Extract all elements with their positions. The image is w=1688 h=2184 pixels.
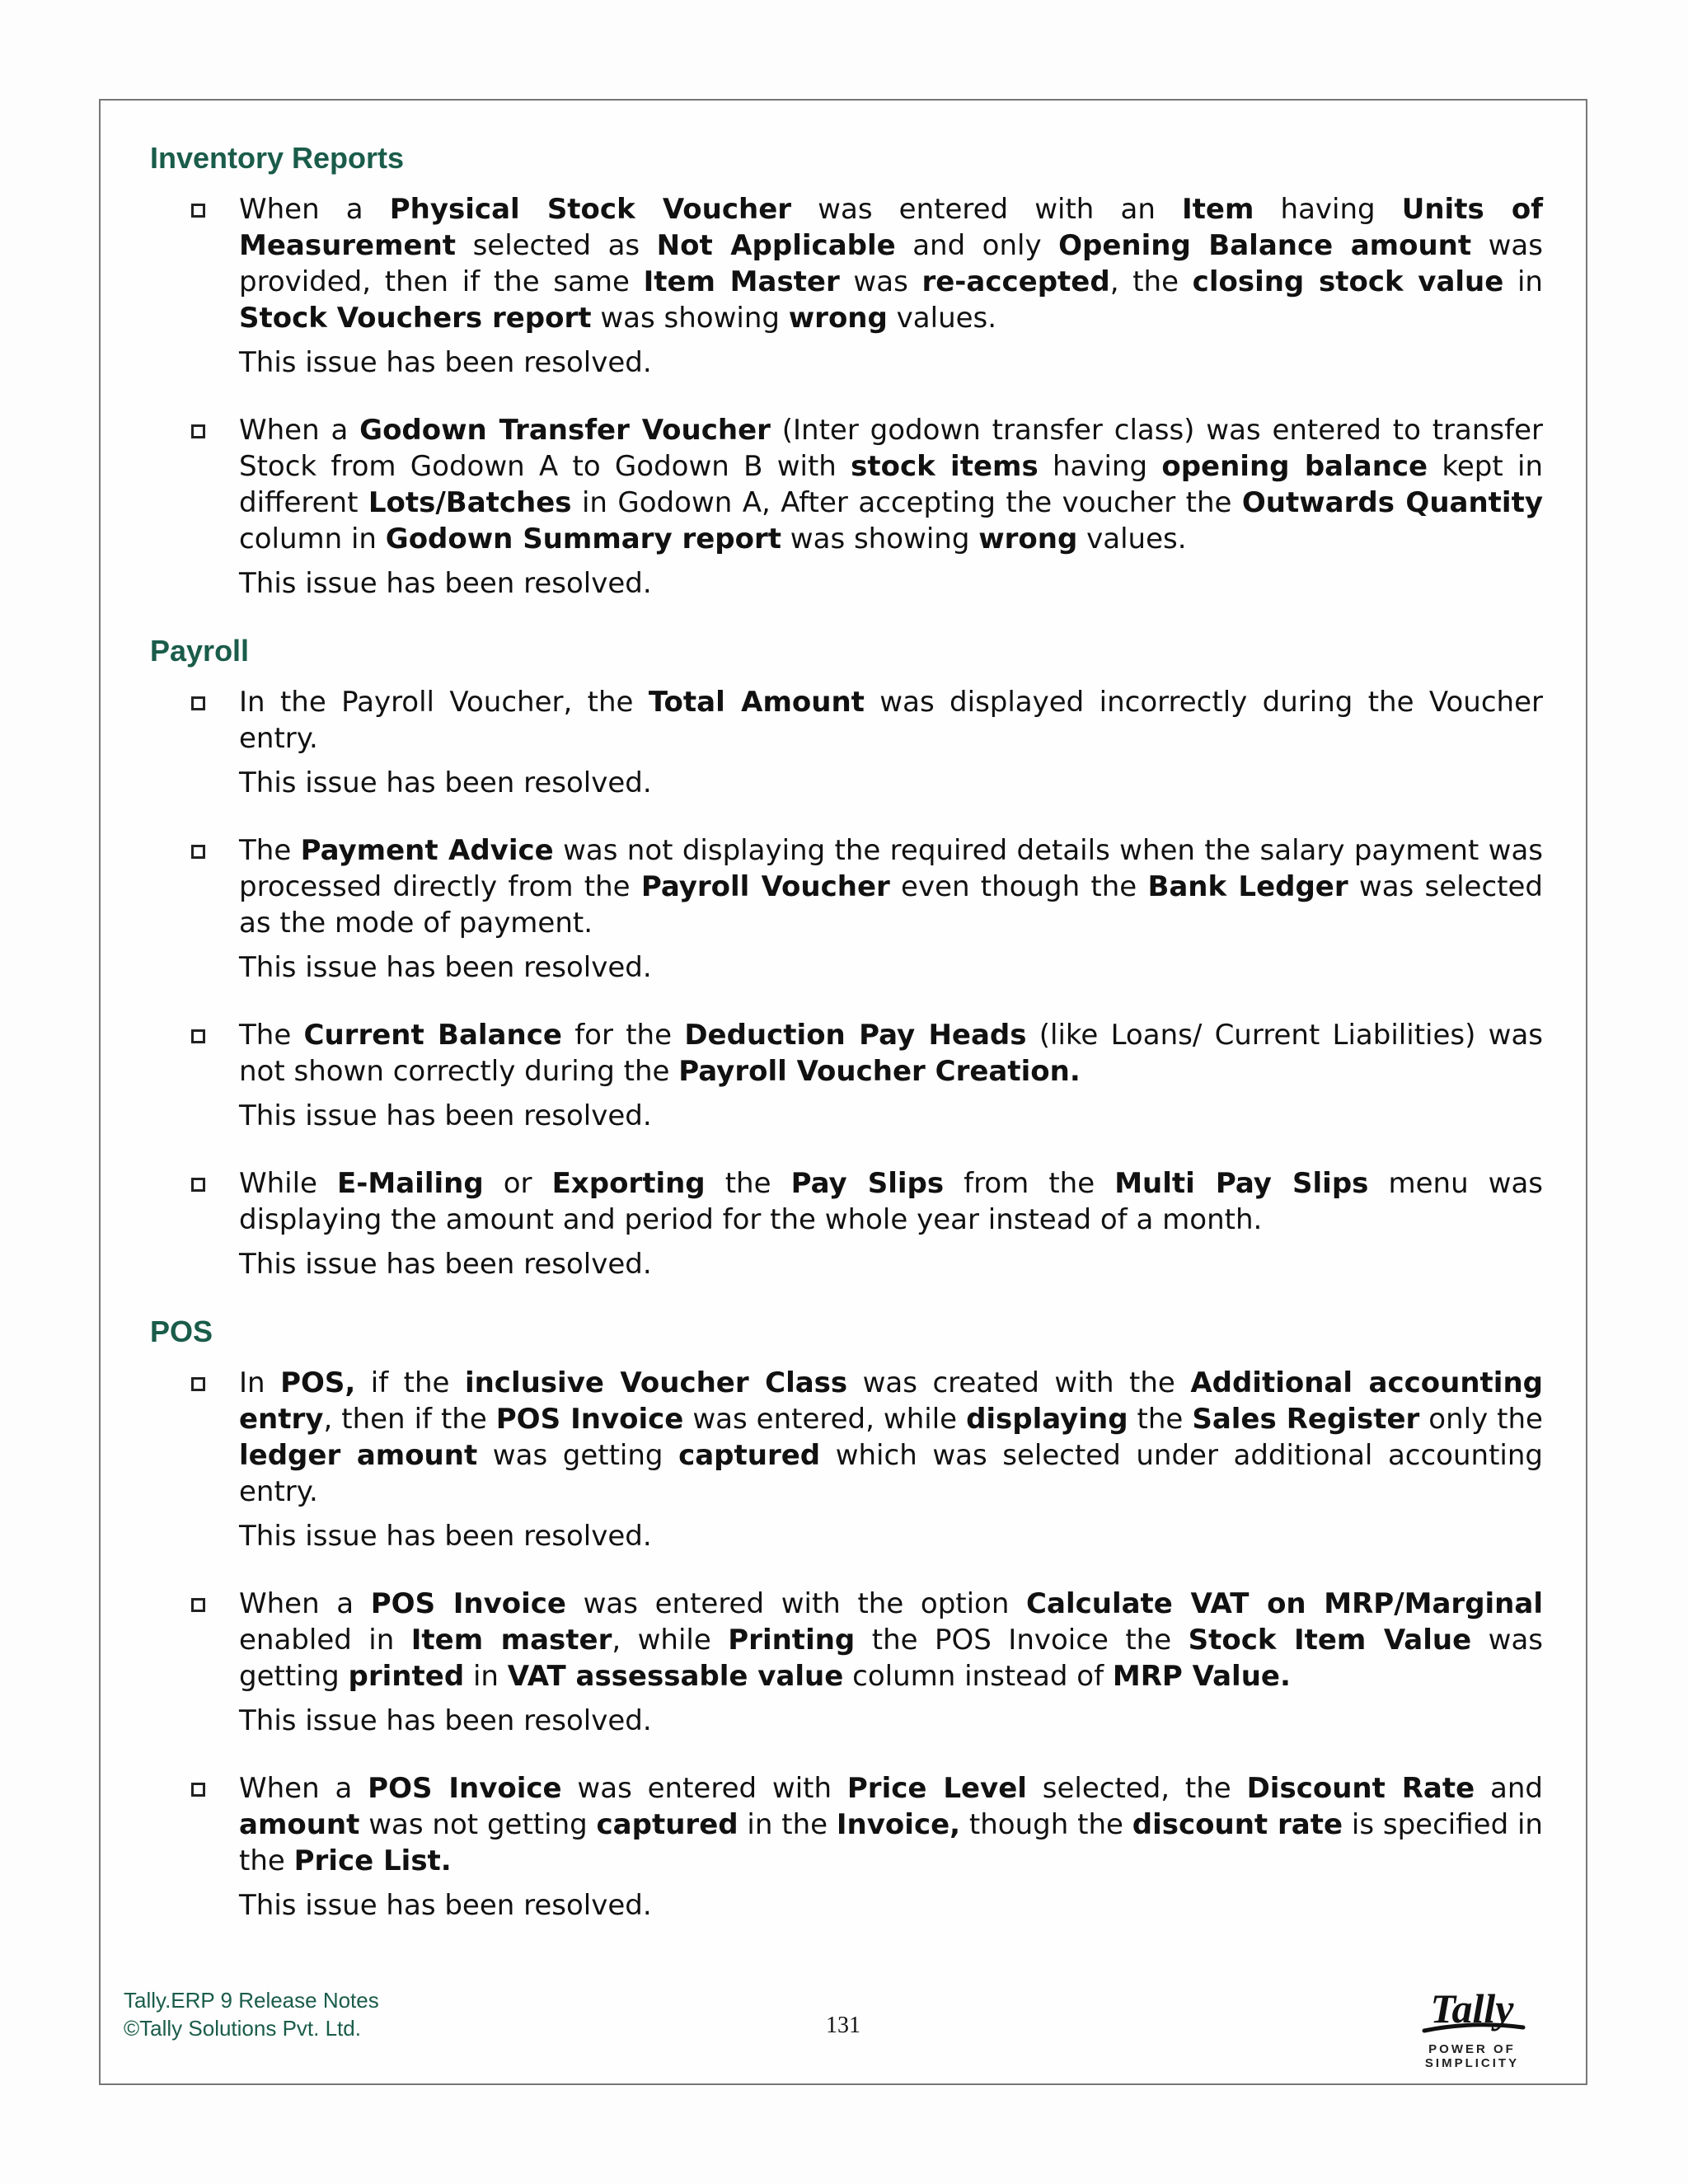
text-run: When a <box>239 414 360 447</box>
text-run: in the <box>738 1808 837 1841</box>
bold-term: Sales Register <box>1192 1403 1420 1436</box>
bold-term: POS Invoice <box>368 1772 562 1805</box>
bold-term: stock items <box>851 450 1039 483</box>
text-run: the <box>705 1167 791 1200</box>
resolution-note: This issue has been resolved. <box>239 567 652 600</box>
resolution-note: This issue has been resolved. <box>239 951 652 984</box>
bold-term: Payroll Voucher Creation. <box>678 1055 1081 1088</box>
text-run: , then if the <box>323 1403 496 1436</box>
issue-description <box>239 1017 1543 1090</box>
page-number: 131 <box>826 2013 860 2038</box>
footer-title: Tally.ERP 9 Release Notes <box>124 1988 379 2013</box>
text-run: selected, the <box>1026 1772 1247 1805</box>
resolution-note: This issue has been resolved. <box>239 346 652 379</box>
bold-term: discount rate <box>1132 1808 1343 1841</box>
list-item <box>150 1017 1543 1134</box>
text-run: or <box>483 1167 552 1200</box>
list-item <box>150 832 1543 986</box>
bold-term: Printing <box>728 1624 856 1657</box>
square-bullet-icon <box>191 424 205 438</box>
issue-description <box>239 412 1543 557</box>
bold-term: closing stock value <box>1192 265 1504 298</box>
section-title: Payroll <box>150 634 250 668</box>
square-bullet-icon <box>191 204 205 218</box>
bold-term: captured <box>678 1439 821 1472</box>
bold-term: POS Invoice <box>495 1403 684 1436</box>
issue-description <box>239 1165 1543 1238</box>
bold-term: Invoice, <box>836 1808 961 1841</box>
text-run: was getting <box>477 1439 679 1472</box>
list-item <box>150 684 1543 801</box>
bold-term: Stock Vouchers report <box>239 302 592 335</box>
issue-description <box>239 1365 1543 1510</box>
text-run: only the <box>1419 1403 1543 1436</box>
text-run: kept in different <box>239 450 1543 519</box>
text-run: having <box>1038 450 1162 483</box>
text-run: in Godown A, After accepting the voucher the <box>571 486 1242 519</box>
issue-description <box>239 191 1543 336</box>
bold-term: wrong <box>788 302 888 335</box>
bold-term: Deduction Pay Heads <box>684 1019 1027 1052</box>
text-run: was <box>839 265 922 298</box>
resolution-note: This issue has been resolved. <box>239 1889 652 1922</box>
bold-term: Not Applicable <box>656 229 896 262</box>
resolution-note: This issue has been resolved. <box>239 1248 652 1281</box>
text-run: selected as <box>456 229 657 262</box>
text-run: The <box>239 1019 304 1052</box>
bold-term: captured <box>596 1808 738 1841</box>
section <box>150 633 1543 1282</box>
bold-term: Price Level <box>846 1772 1027 1805</box>
square-bullet-icon <box>191 1178 205 1192</box>
list-item <box>150 412 1543 602</box>
text-run: having <box>1254 193 1402 226</box>
text-run: and only <box>895 229 1059 262</box>
text-run: , the <box>1109 265 1193 298</box>
bold-term: Item <box>1182 193 1254 226</box>
text-run: was displayed incorrectly during the Voucher entry. <box>239 686 1543 755</box>
bold-term: opening balance <box>1161 450 1428 483</box>
bold-term: Bank Ledger <box>1147 870 1348 903</box>
text-run: though the <box>960 1808 1132 1841</box>
resolution-note: This issue has been resolved. <box>239 1099 652 1132</box>
square-bullet-icon <box>191 1029 205 1043</box>
square-bullet-icon <box>191 845 205 859</box>
text-run: In <box>239 1366 281 1399</box>
tally-logo-mark <box>1414 1983 1530 2037</box>
bold-term: Additional accounting entry <box>239 1366 1543 1436</box>
page-frame <box>99 99 1587 2085</box>
square-bullet-icon <box>191 1783 205 1797</box>
text-run: from the <box>944 1167 1115 1200</box>
bold-term: E-Mailing <box>337 1167 484 1200</box>
text-run: the <box>1128 1403 1193 1436</box>
section <box>150 140 1543 602</box>
text-run: values. <box>1077 523 1187 555</box>
bold-term: Calculate VAT on MRP/Marginal <box>1026 1587 1543 1620</box>
bold-term: amount <box>239 1808 360 1841</box>
text-run: was selected as the mode of payment. <box>239 870 1544 940</box>
text-run: menu was displaying the amount and period for the whole year instead of a month. <box>239 1167 1544 1236</box>
bold-term: Godown Summary report <box>385 523 781 555</box>
text-run: values. <box>887 302 997 335</box>
footer-copyright: ©Tally Solutions Pvt. Ltd. <box>124 2016 361 2041</box>
text-run: When a <box>239 193 390 226</box>
bold-term: inclusive Voucher Class <box>464 1366 848 1399</box>
bold-term: Physical Stock Voucher <box>389 193 792 226</box>
bold-term: Item Master <box>643 265 840 298</box>
text-run: The <box>239 834 301 867</box>
text-run: was created with the <box>847 1366 1191 1399</box>
text-run: for the <box>561 1019 685 1052</box>
bold-term: Units of Measurement <box>239 193 1543 262</box>
text-run: was entered with the option <box>565 1587 1027 1620</box>
text-run: was not getting <box>359 1808 597 1841</box>
bold-term: Exporting <box>551 1167 706 1200</box>
bold-term: POS, <box>280 1366 356 1399</box>
tally-tagline: POWER OF SIMPLICITY <box>1424 2042 1520 2070</box>
text-run: which was selected under additional accounting entry. <box>239 1439 1543 1508</box>
list-item <box>150 1165 1543 1282</box>
text-run: was getting <box>239 1624 1543 1693</box>
square-bullet-icon <box>191 1377 205 1391</box>
text-run: When a <box>239 1587 371 1620</box>
text-run: was not displaying the required details when the salary payment was processed directly from the <box>239 834 1543 903</box>
text-run: When a <box>239 1772 368 1805</box>
text-run: (like Loans/ Current Liabilities) was not shown correctly during the <box>239 1019 1543 1088</box>
text-run: if the <box>355 1366 465 1399</box>
text-run: While <box>239 1167 338 1200</box>
text-run: even though the <box>889 870 1148 903</box>
bold-term: Total Amount <box>648 686 865 719</box>
issue-description <box>239 1586 1543 1694</box>
bold-term: Opening Balance amount <box>1058 229 1472 262</box>
list-item <box>150 1365 1543 1554</box>
bold-term: Price List. <box>293 1844 452 1877</box>
bold-term: VAT assessable value <box>507 1660 844 1693</box>
bold-term: Payroll Voucher <box>640 870 890 903</box>
bold-term: Lots/Batches <box>368 486 572 519</box>
text-run: was entered with <box>561 1772 847 1805</box>
text-run: In the Payroll Voucher, the <box>239 686 649 719</box>
text-run: in <box>464 1660 508 1693</box>
list-item <box>150 191 1543 381</box>
text-run: in <box>1503 265 1543 298</box>
text-run: enabled in <box>239 1624 411 1657</box>
bold-term: displaying <box>966 1403 1128 1436</box>
bold-term: Item master <box>410 1624 612 1657</box>
bold-term: Payment Advice <box>300 834 554 867</box>
bold-term: Outwards Quantity <box>1241 486 1543 519</box>
text-run: was entered with an <box>791 193 1182 226</box>
text-run: column in <box>239 523 386 555</box>
text-run: the POS Invoice the <box>855 1624 1189 1657</box>
bold-term: Pay Slips <box>790 1167 945 1200</box>
bold-term: wrong <box>978 523 1078 555</box>
bold-term: Godown Transfer Voucher <box>359 414 771 447</box>
text-run: column instead of <box>843 1660 1113 1693</box>
bold-term: MRP Value. <box>1112 1660 1291 1693</box>
bold-term: Discount Rate <box>1246 1772 1475 1805</box>
bold-term: Stock Item Value <box>1188 1624 1472 1657</box>
resolution-note: This issue has been resolved. <box>239 1520 652 1553</box>
list-item <box>150 1770 1543 1924</box>
text-run: and <box>1475 1772 1543 1805</box>
tally-logo-text: Tally <box>1430 1985 1514 2032</box>
issue-description <box>239 1770 1543 1879</box>
text-run: , while <box>612 1624 729 1657</box>
square-bullet-icon <box>191 696 205 710</box>
tally-logo <box>1381 1983 1563 2070</box>
bold-term: printed <box>348 1660 465 1693</box>
list-item <box>150 1586 1543 1739</box>
text-run: was showing <box>591 302 789 335</box>
bold-term: ledger amount <box>239 1439 478 1472</box>
bold-term: Current Balance <box>303 1019 562 1052</box>
text-run: was provided, then if the same <box>239 229 1543 298</box>
resolution-note: This issue has been resolved. <box>239 1704 652 1737</box>
issue-description <box>239 684 1543 757</box>
bold-term: Multi Pay Slips <box>1114 1167 1369 1200</box>
text-run: (Inter godown transfer class) was entered to transfer Stock from Godown A to Godown B with <box>239 414 1543 483</box>
section <box>150 1314 1543 1924</box>
text-run: was showing <box>781 523 979 555</box>
bold-term: POS Invoice <box>370 1587 566 1620</box>
resolution-note: This issue has been resolved. <box>239 766 652 799</box>
text-run: is specified in the <box>239 1808 1543 1877</box>
text-run: was entered, while <box>683 1403 967 1436</box>
square-bullet-icon <box>191 1598 205 1612</box>
issue-description <box>239 832 1543 941</box>
section-title: POS <box>150 1315 213 1348</box>
bold-term: re-accepted <box>921 265 1110 298</box>
page-content <box>150 140 1543 1955</box>
section-title: Inventory Reports <box>150 141 405 175</box>
